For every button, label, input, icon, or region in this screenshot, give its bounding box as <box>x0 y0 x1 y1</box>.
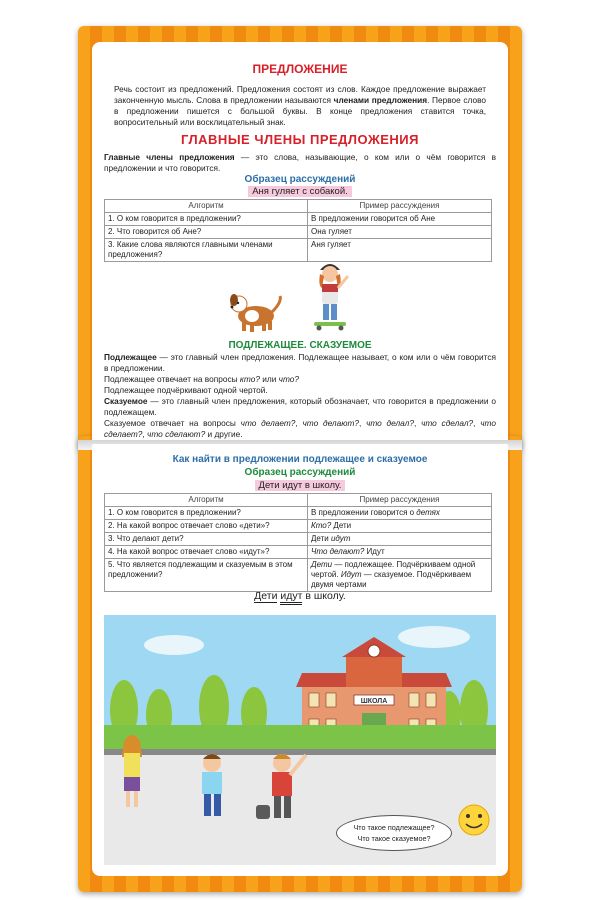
predicate-text: — это главный член предложения, который обозначает, что говорится в предложении о подлежащем. <box>104 396 496 417</box>
table-header-row <box>105 200 492 213</box>
intro-bold: членами предложения <box>333 95 428 105</box>
page2-sample-sentence: Дети идут в школу. <box>255 480 346 491</box>
predicate-q5: что сделает? <box>104 418 496 439</box>
table-row <box>105 213 492 226</box>
answer-text: Дети <box>331 521 352 530</box>
dog-illustration <box>228 290 286 334</box>
example-rest: в школу. <box>302 590 346 602</box>
predicate-q3: что делал? <box>366 418 414 428</box>
subject-underline-rule: Подлежащее подчёркивают одной чертой. <box>104 385 268 395</box>
header-example: Пример рассуждения <box>308 200 492 213</box>
smiley-icon <box>459 805 489 835</box>
table-cell: 4. На какой вопрос отвечает слово «идут»? <box>105 546 308 559</box>
page2-reasoning-table <box>104 493 492 592</box>
bubble-line-2: Что такое сказуемое? <box>357 834 431 843</box>
table-row <box>105 520 492 533</box>
answer-italic: детях <box>416 508 440 517</box>
predicate-definition <box>104 396 496 418</box>
subject-paragraph <box>104 352 496 446</box>
table-row <box>105 546 492 559</box>
header-algorithm: Алгоритм <box>105 494 308 507</box>
page-bottom <box>92 444 508 876</box>
page-top <box>92 42 508 446</box>
answer-text: В предложении говорится о <box>311 508 417 517</box>
table-cell: 5. Что является подлежащим и сказуемым в этом предложении? <box>105 559 308 592</box>
table-cell <box>308 559 492 592</box>
sample-sentence: Аня гуляет с собакой. <box>248 186 352 197</box>
example-predicate: идут <box>280 590 302 605</box>
predicate-q1: что делает? <box>240 418 296 428</box>
answer-italic: Кто? <box>311 521 332 530</box>
header-algorithm: Алгоритм <box>105 200 308 213</box>
table-row <box>105 226 492 239</box>
answer-italic: Идут <box>340 570 362 579</box>
answer-italic: Что делают? <box>311 547 365 556</box>
table-row <box>105 559 492 592</box>
school-sign: ШКОЛА <box>360 698 388 705</box>
table-cell: 3. Какие слова являются главными членами предложения? <box>105 239 308 262</box>
page-title: ПРЕДЛОЖЕНИЕ <box>252 62 348 76</box>
subject-title: ПОДЛЕЖАЩЕЕ. СКАЗУЕМОЕ <box>228 340 372 351</box>
table-cell <box>308 533 492 546</box>
page2-sample-title: Образец рассуждений <box>244 467 356 478</box>
table-cell: 1. О ком говорится в предложении? <box>105 213 308 226</box>
table-row <box>105 239 492 262</box>
table-cell: 3. Что делают дети? <box>105 533 308 546</box>
subject-text: — это главный член предложения. Подлежащее называет, о ком или о чём говорится в предложении. <box>104 352 496 373</box>
predicate-questions: Сказуемое отвечает на вопросы что делает?, что делают?, что делал?, что сделал?, что сделает?, что сделают? и другие. <box>104 418 496 439</box>
sample-sentence-wrap <box>92 186 508 197</box>
definition-bold: Главные члены предложения <box>104 152 235 162</box>
answer-text: — сказуемое. Подчёркиваем двумя чертами <box>311 570 472 589</box>
table-row <box>105 507 492 520</box>
subject-bold: Подлежащее <box>104 352 157 362</box>
table-cell: 2. Что говорится об Ане? <box>105 226 308 239</box>
definition-text: — это слова, называющие, о ком или о чём говорится в предложении и что говорится. <box>104 152 496 173</box>
page2-sample-wrap <box>92 480 508 491</box>
subject-questions <box>104 374 496 385</box>
predicate-bold: Сказуемое <box>104 396 148 406</box>
predicate-q-pre: Сказуемое отвечает на вопросы <box>104 418 241 428</box>
predicate-q4: что сделал? <box>421 418 474 428</box>
speech-bubble <box>336 815 452 851</box>
subject-q-kto: кто? <box>239 374 260 384</box>
table-row <box>105 533 492 546</box>
table-cell: 2. На какой вопрос отвечает слово «дети»? <box>105 520 308 533</box>
sample-title: Образец рассуждений <box>244 174 356 185</box>
section-title: ГЛАВНЫЕ ЧЛЕНЫ ПРЕДЛОЖЕНИЯ <box>180 132 419 147</box>
table-cell: Она гуляет <box>308 226 492 239</box>
answer-italic: идут <box>330 534 351 543</box>
intro-end: . Первое слово в предложении пишется с большой буквы. В конце предложения ставится точка, вопросительный или восклицательный знак. <box>114 95 486 127</box>
header-example: Пример рассуждения <box>308 494 492 507</box>
subject-q-chto: что? <box>278 374 300 384</box>
table-cell: 1. О ком говорится в предложении? <box>105 507 308 520</box>
answer-text: Идут <box>364 547 385 556</box>
girl-skateboard-illustration <box>306 258 354 334</box>
intro-paragraph <box>114 84 486 128</box>
table-cell <box>308 507 492 520</box>
answer-italic: Дети <box>311 560 333 569</box>
table-header-row <box>105 494 492 507</box>
subject-q-pre: Подлежащее отвечает на вопросы <box>104 374 240 384</box>
reasoning-table <box>104 199 492 262</box>
subject-definition <box>104 352 496 374</box>
intro-text: Речь состоит из предложений. Предложения состоят из слов. Каждое предложение выражает законченную мысль. Слова в предложении называются <box>114 84 486 105</box>
predicate-q6: что сделают? <box>147 429 206 439</box>
answer-text: Дети <box>311 534 331 543</box>
table-cell: Аня гуляет <box>308 239 492 262</box>
table-cell <box>308 546 492 559</box>
page2-title: Как найти в предложении подлежащее и сказуемое <box>172 454 428 465</box>
predicate-q-end: и другие. <box>205 429 243 439</box>
definition-paragraph <box>104 152 496 174</box>
table-cell <box>308 520 492 533</box>
example-sentence <box>92 590 508 602</box>
table-cell: В предложении говорится об Ане <box>308 213 492 226</box>
subject-q-mid: или <box>259 374 279 384</box>
predicate-q2: что делают? <box>302 418 359 428</box>
bubble-line-1: Что такое подлежащее? <box>353 823 435 832</box>
example-subject: Дети <box>254 590 278 602</box>
answer-text: — подлежащее. Подчёркиваем одной чертой. <box>311 560 476 579</box>
